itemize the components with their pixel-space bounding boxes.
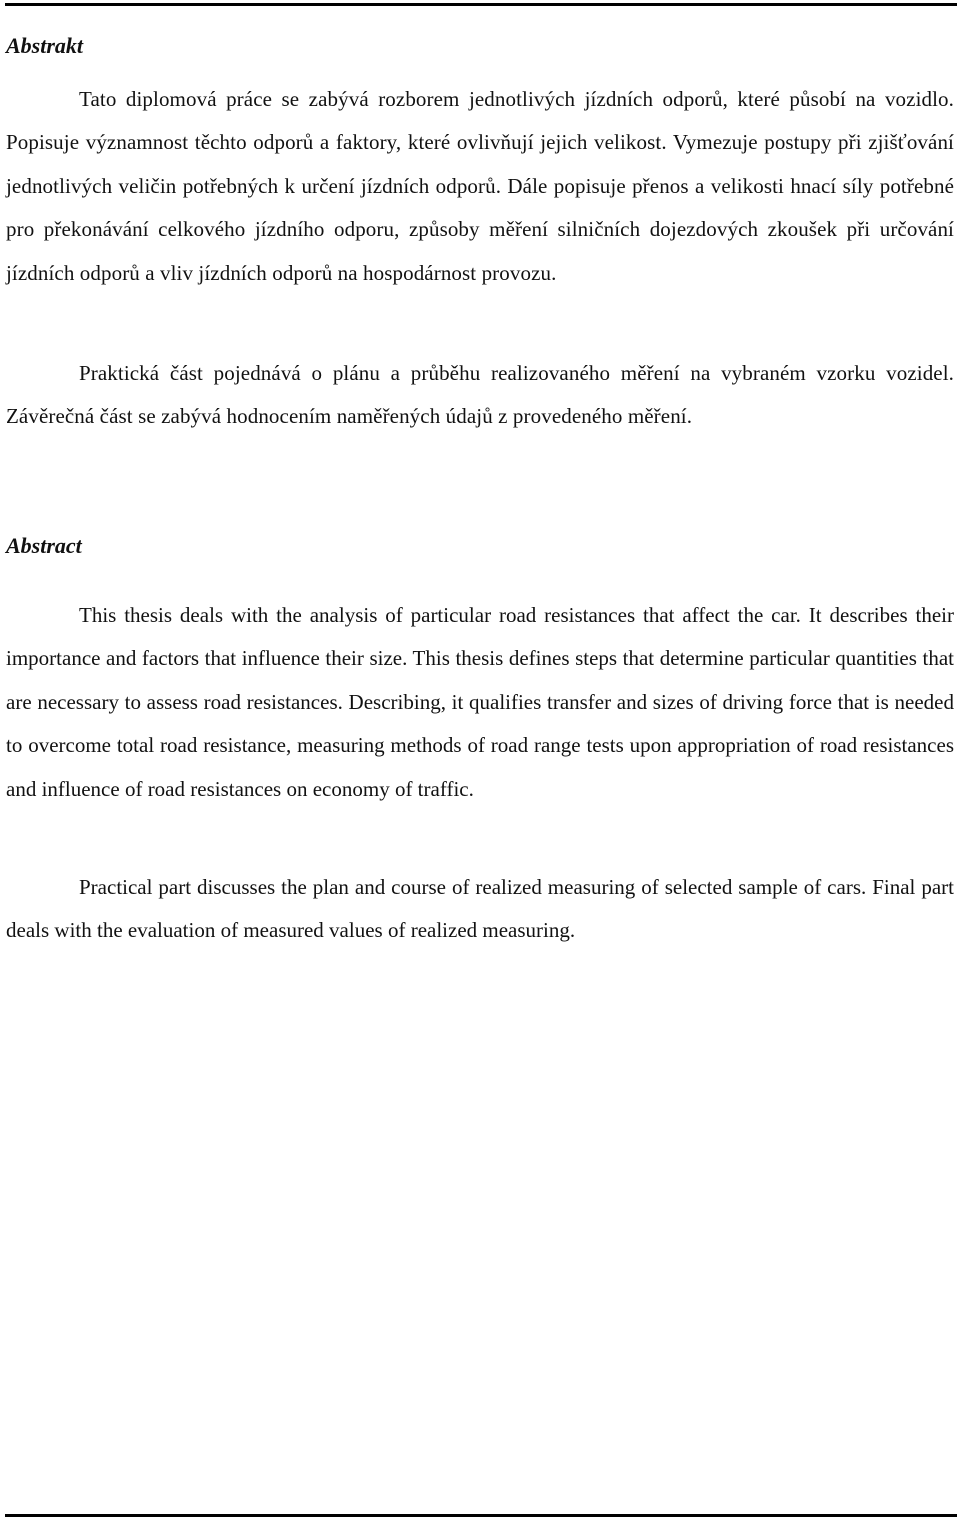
abstract-paragraph-2: Practical part discusses the plan and course of realized measuring of selected sample of cars. Final part deals with the evaluation of measured values of realized measuring. xyxy=(6,875,954,943)
abstrakt-heading: Abstrakt xyxy=(6,33,84,58)
bottom-rule xyxy=(5,1514,957,1517)
top-rule xyxy=(5,3,957,6)
abstract-paragraph-1: This thesis deals with the analysis of particular road resistances that affect the car. It describes their importance and factors that influence their size. This thesis defines steps that determine particular quantities that are necessary to assess road resistances. Describing, it qualifies transfer and sizes of driving force that is needed to overcome total road resistance, measuring methods of road range tests upon appropriation of road resistances and influence of road resistances on economy of traffic. xyxy=(6,603,954,801)
abstract-heading: Abstract xyxy=(6,533,82,558)
abstrakt-paragraph-1: Tato diplomová práce se zabývá rozborem jednotlivých jízdních odporů, které působí na vozidlo. Popisuje významnost těchto odporů a faktory, které ovlivňují jejich velikost. Vymezuje postupy při zjišťování jednotlivých veličin potřebných k určení jízdních odporů. Dále popisuje přenos a velikosti hnací síly potřebné pro překonávání celkového jízdního odporu, způsoby měření silničních dojezdových zkoušek při určování jízdních odporů a vliv jízdních odporů na hospodárnost provozu. xyxy=(6,87,954,285)
abstrakt-paragraph-2: Praktická část pojednává o plánu a průběhu realizovaného měření na vybraném vzorku vozidel. Závěrečná část se zabývá hodnocením naměřených údajů z provedeného měření. xyxy=(6,361,954,429)
